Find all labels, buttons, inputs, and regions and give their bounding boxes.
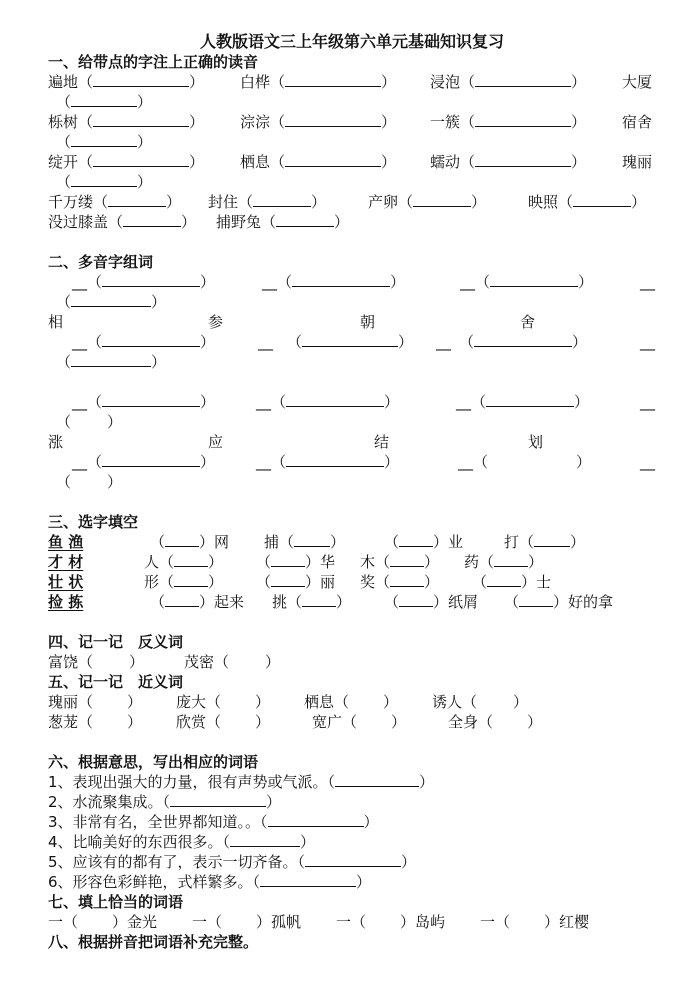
s2-group1-row1-e: （ ） <box>56 293 167 311</box>
answer-blank[interactable] <box>286 393 384 407</box>
answer-blank[interactable] <box>349 694 383 707</box>
answer-blank[interactable] <box>488 454 576 467</box>
answer-blank[interactable] <box>534 533 570 547</box>
answer-blank[interactable] <box>285 113 381 127</box>
answer-blank[interactable] <box>276 213 334 227</box>
answer-blank[interactable] <box>102 333 200 347</box>
s3-r2-d: 药（ ） <box>464 553 544 571</box>
answer-blank[interactable] <box>490 273 578 287</box>
s1-row1-item1: 遍地（ ） <box>48 73 205 91</box>
s2-group2-row1-e: （ ） <box>56 413 123 431</box>
answer-blank[interactable] <box>165 593 199 607</box>
s3-r4-a: （ ）起来 <box>150 593 245 611</box>
s2-group2-row1-b: __（ ） <box>256 393 400 411</box>
section-4-heading: 四、记一记 反义词 <box>48 633 184 651</box>
s6-item-4: 4、比喻美好的东西很多。（ ） <box>48 833 316 851</box>
answer-blank[interactable] <box>174 553 208 567</box>
s3-r2-b: （ ）华 <box>256 553 336 571</box>
s5-r1-c: 栖息（ ） <box>304 693 399 711</box>
answer-blank[interactable] <box>475 113 571 127</box>
answer-blank[interactable] <box>253 193 311 207</box>
s2-group2-row2: __（ ） <box>72 453 216 471</box>
s1-row3-item4: 瑰丽 <box>622 153 653 171</box>
s3-pair-1: 鱼 渔 <box>48 533 84 551</box>
answer-blank[interactable] <box>71 353 151 367</box>
section-2-heading: 二、多音字组词 <box>48 253 154 271</box>
answer-blank[interactable] <box>108 193 166 207</box>
s5-r1-b: 庞大（ ） <box>176 693 271 711</box>
answer-blank[interactable] <box>71 173 137 187</box>
s1-row1-item2: 白桦（ ） <box>240 73 397 91</box>
s7-item-4: 一（ ）红樱 <box>480 913 590 931</box>
s7-item-2: 一（ ）孤帆 <box>192 913 302 931</box>
answer-blank[interactable] <box>268 813 364 827</box>
s1-row4-item3: 产卵（ ） <box>368 193 487 211</box>
s2-group1-row1-b: __（ ） <box>262 273 406 291</box>
s2-char-2: 参 <box>208 313 224 331</box>
s2-char-1: 相 <box>48 313 64 331</box>
s7-item-3: 一（ ）岛屿 <box>336 913 446 931</box>
section-1-heading: 一、给带点的字注上正确的读音 <box>48 53 259 71</box>
s1-row2-item4: 宿舍 <box>622 113 653 131</box>
page-title: 人教版语文三上年级第六单元基础知识复习 <box>200 32 505 51</box>
answer-blank[interactable] <box>260 873 356 887</box>
s2-group2-row2-b: __（ ） <box>256 453 400 471</box>
section-3-heading: 三、选字填空 <box>48 513 139 531</box>
s2-group1-row2-c: __ （ ） <box>436 333 588 351</box>
s2-group1-row1: __（ ） <box>72 273 216 291</box>
s2-group1-row1-c: __（ ） <box>460 273 594 291</box>
s3-r1-c: （ ）业 <box>384 533 464 551</box>
s3-pair-3: 壮 状 <box>48 573 84 591</box>
s1-row2-item1: 栎树（ ） <box>48 113 205 131</box>
answer-blank[interactable] <box>475 73 571 87</box>
answer-blank[interactable] <box>93 694 127 707</box>
s1-row5-item2: 捕野兔（ ） <box>216 213 350 231</box>
s3-r1-a: （ ）网 <box>150 533 230 551</box>
s2-group1-row1-d: __ <box>640 273 655 291</box>
answer-blank[interactable] <box>174 573 208 587</box>
s2-group2-row1-c: __（ ） <box>456 393 590 411</box>
answer-blank[interactable] <box>221 714 255 727</box>
s6-item-6: 6、形容色彩鲜艳，式样繁多。（ ） <box>48 873 372 891</box>
s6-item-2: 2、水流聚集成。（ ） <box>48 793 282 811</box>
s1-row3-item2: 栖息（ ） <box>240 153 397 171</box>
s1-row2-item4-blank: （ ） <box>56 133 153 151</box>
s2-group2-row2-c: __（ ） <box>458 453 592 471</box>
answer-blank[interactable] <box>487 573 521 587</box>
section-6-heading: 六、根据意思，写出相应的词语 <box>48 753 259 771</box>
s3-r2-a: 人（ ） <box>144 553 224 571</box>
s6-item-5: 5、应该有的都有了，表示一切齐备。（ ） <box>48 853 417 871</box>
s3-r3-d: （ ）士 <box>472 573 552 591</box>
answer-blank[interactable] <box>102 393 200 407</box>
answer-blank[interactable] <box>271 553 305 567</box>
answer-blank[interactable] <box>71 474 107 487</box>
answer-blank[interactable] <box>165 533 199 547</box>
s2-group2-row1-d: __ <box>640 393 655 411</box>
answer-blank[interactable] <box>230 833 300 847</box>
answer-blank[interactable] <box>357 714 391 727</box>
answer-blank[interactable] <box>573 193 631 207</box>
answer-blank[interactable] <box>71 293 151 307</box>
s4-item-1: 富饶（ ） <box>48 653 145 671</box>
answer-blank[interactable] <box>222 914 256 927</box>
answer-blank[interactable] <box>102 453 200 467</box>
answer-blank[interactable] <box>285 73 381 87</box>
answer-blank[interactable] <box>93 113 189 127</box>
answer-blank[interactable] <box>493 714 527 727</box>
s5-r2-b: 欣赏（ ） <box>176 713 271 731</box>
s1-row2-item3: 一簇（ ） <box>430 113 587 131</box>
answer-blank[interactable] <box>305 853 401 867</box>
answer-blank[interactable] <box>93 73 189 87</box>
answer-blank[interactable] <box>78 914 112 927</box>
s1-row5-item1: 没过膝盖（ ） <box>48 213 197 231</box>
s5-r1-d: 诱人（ ） <box>432 693 529 711</box>
s5-r2-c: 宽广（ ） <box>312 713 407 731</box>
answer-blank[interactable] <box>271 573 305 587</box>
s1-row3-item1: 绽开（ ） <box>48 153 205 171</box>
answer-blank[interactable] <box>292 273 390 287</box>
answer-blank[interactable] <box>486 393 574 407</box>
s2-char-3: 朝 <box>360 313 376 331</box>
answer-blank[interactable] <box>93 654 129 667</box>
s2-char-8: 划 <box>528 433 544 451</box>
answer-blank[interactable] <box>221 694 255 707</box>
answer-blank[interactable] <box>302 333 398 347</box>
section-5-heading: 五、记一记 近义词 <box>48 673 184 691</box>
s2-char-4: 舍 <box>520 313 536 331</box>
s1-row4-item2: 封住（ ） <box>208 193 327 211</box>
answer-blank[interactable] <box>399 593 433 607</box>
answer-blank[interactable] <box>494 553 528 567</box>
answer-blank[interactable] <box>302 593 336 607</box>
answer-blank[interactable] <box>285 153 381 167</box>
s2-group2-row1: __（ ） <box>72 393 216 411</box>
s5-r1-a: 瑰丽（ ） <box>48 693 143 711</box>
s3-r3-b: （ ）丽 <box>256 573 336 591</box>
answer-blank[interactable] <box>71 133 137 147</box>
answer-blank[interactable] <box>474 333 572 347</box>
s6-item-1: 1、表现出强大的力量，很有声势或气派。（ ） <box>48 773 435 791</box>
answer-blank[interactable] <box>335 773 419 787</box>
s1-row1-item3: 浸泡（ ） <box>430 73 587 91</box>
s2-char-6: 应 <box>208 433 224 451</box>
s3-r1-d: 打（ ） <box>504 533 586 551</box>
answer-blank[interactable] <box>475 153 571 167</box>
answer-blank[interactable] <box>229 654 265 667</box>
answer-blank[interactable] <box>413 193 471 207</box>
s1-row1-item4: 大厦 <box>622 73 653 91</box>
answer-blank[interactable] <box>71 414 107 427</box>
answer-blank[interactable] <box>93 153 189 167</box>
answer-blank[interactable] <box>286 453 384 467</box>
answer-blank[interactable] <box>170 793 266 807</box>
s1-row1-item4-blank: （ ） <box>56 93 153 111</box>
s5-r2-a: 葱茏（ ） <box>48 713 143 731</box>
answer-blank[interactable] <box>519 593 553 607</box>
s1-row4-item1: 千万缕（ ） <box>48 193 182 211</box>
s3-r4-b: 挑（ ） <box>272 593 352 611</box>
s2-char-7: 结 <box>374 433 390 451</box>
s2-group1-row2: __（ ） <box>72 333 216 351</box>
s3-r3-c: 奖（ ） <box>360 573 440 591</box>
s1-row3-item4-blank: （ ） <box>56 173 153 191</box>
answer-blank[interactable] <box>123 213 181 227</box>
s1-row2-item2: 淙淙（ ） <box>240 113 397 131</box>
s3-pair-4: 捡 拣 <box>48 593 84 611</box>
s4-item-2: 茂密（ ） <box>184 653 281 671</box>
s7-item-1: 一（ ）金光 <box>48 913 158 931</box>
s2-char-5: 涨 <box>48 433 64 451</box>
s3-r1-b: 捕（ ） <box>264 533 346 551</box>
answer-blank[interactable] <box>71 93 137 107</box>
answer-blank[interactable] <box>102 273 200 287</box>
answer-blank[interactable] <box>390 573 424 587</box>
answer-blank[interactable] <box>510 914 544 927</box>
answer-blank[interactable] <box>399 533 433 547</box>
s5-r2-d: 全身（ ） <box>448 713 543 731</box>
s3-r4-c: （ ）纸屑 <box>384 593 479 611</box>
s2-group1-row2-d: __ <box>640 333 655 351</box>
section-7-heading: 七、填上恰当的词语 <box>48 893 184 911</box>
s3-r2-c: 木（ ） <box>360 553 440 571</box>
answer-blank[interactable] <box>366 914 400 927</box>
s3-r3-a: 形（ ） <box>144 573 224 591</box>
s2-group1-row2-e: （ ） <box>56 353 167 371</box>
answer-blank[interactable] <box>390 553 424 567</box>
answer-blank[interactable] <box>294 533 330 547</box>
section-8-heading: 八、根据拼音把词语补充完整。 <box>48 933 259 951</box>
answer-blank[interactable] <box>477 694 513 707</box>
s2-group2-row2-d: __ <box>640 453 655 471</box>
s6-item-3: 3、非常有名，全世界都知道。。（ ） <box>48 813 379 831</box>
s3-r4-d: （ ）好的拿 <box>504 593 614 611</box>
s2-group2-row2-e: （ ） <box>56 473 123 491</box>
s3-pair-2: 才 材 <box>48 553 84 571</box>
answer-blank[interactable] <box>93 714 127 727</box>
s2-group1-row2-b: __ （ ） <box>258 333 414 351</box>
s1-row3-item3: 蠕动（ ） <box>430 153 587 171</box>
s1-row4-item4: 映照（ ） <box>528 193 647 211</box>
